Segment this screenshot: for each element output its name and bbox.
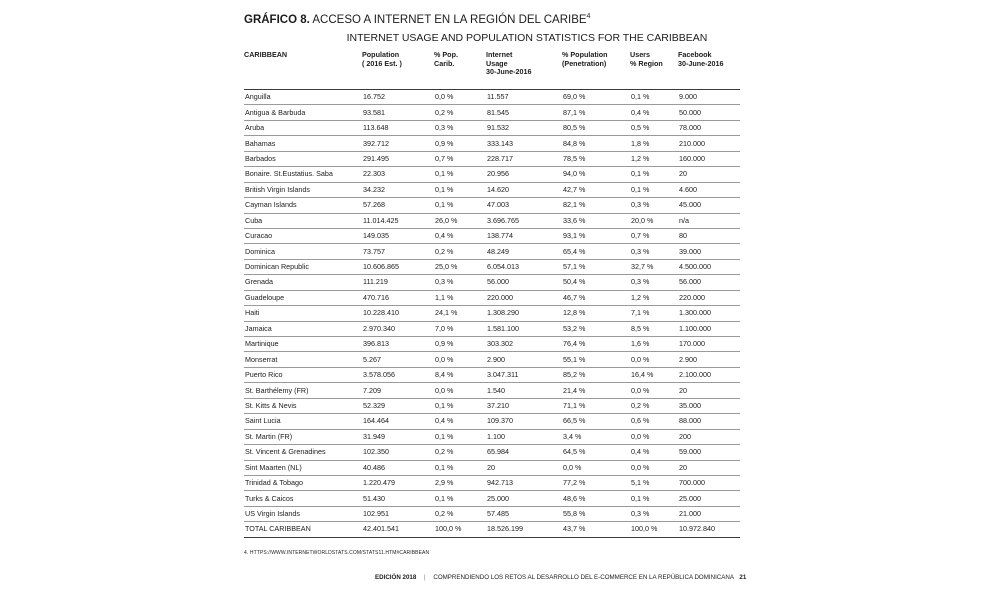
value-cell: 5,1 % bbox=[630, 475, 678, 490]
value-cell: 20 bbox=[678, 167, 740, 182]
column-header bbox=[678, 50, 740, 90]
value-cell: 78,5 % bbox=[562, 151, 630, 166]
value-cell: 333.143 bbox=[486, 136, 562, 151]
value-cell: 64,5 % bbox=[562, 445, 630, 460]
region-name-cell: Dominican Republic bbox=[244, 259, 362, 274]
table-row bbox=[244, 460, 740, 475]
table-row bbox=[244, 244, 740, 259]
value-cell: 66,5 % bbox=[562, 414, 630, 429]
table-row bbox=[244, 105, 740, 120]
value-cell: 160.000 bbox=[678, 151, 740, 166]
value-cell: 2.900 bbox=[486, 352, 562, 367]
value-cell: 0,9 % bbox=[434, 136, 486, 151]
value-cell: 24,1 % bbox=[434, 306, 486, 321]
column-header-line: (Penetration) bbox=[562, 58, 607, 68]
value-cell: 20 bbox=[486, 460, 562, 475]
value-cell: 1.300.000 bbox=[678, 306, 740, 321]
value-cell: 39.000 bbox=[678, 244, 740, 259]
value-cell: 50.000 bbox=[678, 105, 740, 120]
value-cell: 55,1 % bbox=[562, 352, 630, 367]
value-cell: 93,1 % bbox=[562, 228, 630, 243]
value-cell: 303.302 bbox=[486, 337, 562, 352]
value-cell: 228.717 bbox=[486, 151, 562, 166]
total-row bbox=[244, 522, 740, 537]
value-cell: 0,0 % bbox=[630, 352, 678, 367]
column-header-line: Carib. bbox=[434, 58, 455, 68]
table-row bbox=[244, 475, 740, 490]
value-cell: 5.267 bbox=[362, 352, 434, 367]
value-cell: 0,1 % bbox=[630, 182, 678, 197]
value-cell: 20 bbox=[678, 383, 740, 398]
region-name-cell: Martinique bbox=[244, 337, 362, 352]
value-cell: 0,1 % bbox=[434, 398, 486, 413]
region-name-cell: Curacao bbox=[244, 228, 362, 243]
region-name-cell: Barbados bbox=[244, 151, 362, 166]
column-header-line: % Region bbox=[630, 58, 663, 68]
value-cell: 88.000 bbox=[678, 414, 740, 429]
value-cell: 0,1 % bbox=[434, 167, 486, 182]
footnote-marker: 4 bbox=[586, 13, 591, 21]
region-name-cell: Puerto Rico bbox=[244, 367, 362, 382]
value-cell: 0,0 % bbox=[434, 352, 486, 367]
region-name-cell: Saint Lucia bbox=[244, 414, 362, 429]
value-cell: 109.370 bbox=[486, 414, 562, 429]
value-cell: 82,1 % bbox=[562, 198, 630, 213]
table-row bbox=[244, 383, 740, 398]
value-cell: 0,4 % bbox=[434, 414, 486, 429]
table-row bbox=[244, 321, 740, 336]
value-cell: 53,2 % bbox=[562, 321, 630, 336]
value-cell: 1.540 bbox=[486, 383, 562, 398]
value-cell: 0,0 % bbox=[630, 383, 678, 398]
title-prefix: GRÁFICO 8. bbox=[244, 14, 310, 26]
value-cell: 52.329 bbox=[362, 398, 434, 413]
value-cell: 87,1 % bbox=[562, 105, 630, 120]
value-cell: 102.951 bbox=[362, 506, 434, 521]
value-cell: 0,1 % bbox=[434, 182, 486, 197]
value-cell: 210.000 bbox=[678, 136, 740, 151]
value-cell: 0,3 % bbox=[630, 275, 678, 290]
table-row bbox=[244, 182, 740, 197]
value-cell: 48,6 % bbox=[562, 491, 630, 506]
table-row bbox=[244, 259, 740, 274]
value-cell: 0,1 % bbox=[434, 491, 486, 506]
value-cell: 16,4 % bbox=[630, 367, 678, 382]
value-cell: 113.648 bbox=[362, 120, 434, 135]
table-row bbox=[244, 506, 740, 521]
value-cell: 0,5 % bbox=[630, 120, 678, 135]
table-row bbox=[244, 213, 740, 228]
value-cell: 10.972.840 bbox=[678, 522, 740, 537]
value-cell: 65.984 bbox=[486, 445, 562, 460]
value-cell: 33,6 % bbox=[562, 213, 630, 228]
value-cell: 42.401.541 bbox=[362, 522, 434, 537]
value-cell: 0,1 % bbox=[630, 167, 678, 182]
value-cell: 20.956 bbox=[486, 167, 562, 182]
region-name-cell: Trinidad & Tobago bbox=[244, 475, 362, 490]
value-cell: 48.249 bbox=[486, 244, 562, 259]
value-cell: 8,5 % bbox=[630, 321, 678, 336]
value-cell: 0,3 % bbox=[630, 506, 678, 521]
value-cell: n/a bbox=[678, 213, 740, 228]
value-cell: 78.000 bbox=[678, 120, 740, 135]
table-row bbox=[244, 90, 740, 105]
table-row bbox=[244, 306, 740, 321]
value-cell: 1,2 % bbox=[630, 290, 678, 305]
value-cell: 57,1 % bbox=[562, 259, 630, 274]
table-row bbox=[244, 398, 740, 413]
value-cell: 0,3 % bbox=[434, 275, 486, 290]
region-name-cell: Haiti bbox=[244, 306, 362, 321]
value-cell: 0,6 % bbox=[630, 414, 678, 429]
value-cell: 25.000 bbox=[486, 491, 562, 506]
value-cell: 102.350 bbox=[362, 445, 434, 460]
value-cell: 0,1 % bbox=[434, 460, 486, 475]
value-cell: 0,2 % bbox=[434, 506, 486, 521]
column-header-line: ( 2016 Est. ) bbox=[362, 58, 402, 68]
table-row bbox=[244, 352, 740, 367]
value-cell: 1,8 % bbox=[630, 136, 678, 151]
value-cell: 20,0 % bbox=[630, 213, 678, 228]
region-name-cell: Cuba bbox=[244, 213, 362, 228]
region-name-cell: Dominica bbox=[244, 244, 362, 259]
value-cell: 16.752 bbox=[362, 90, 434, 105]
value-cell: 11.557 bbox=[486, 90, 562, 105]
column-header-line: Population bbox=[362, 50, 400, 59]
column-header-line: Usage bbox=[486, 58, 508, 68]
value-cell: 291.495 bbox=[362, 151, 434, 166]
value-cell: 0,0 % bbox=[562, 460, 630, 475]
chart-title bbox=[244, 12, 740, 28]
region-name-cell: Turks & Caicos bbox=[244, 491, 362, 506]
value-cell: 1.220.479 bbox=[362, 475, 434, 490]
value-cell: 0,3 % bbox=[630, 244, 678, 259]
value-cell: 3.696.765 bbox=[486, 213, 562, 228]
value-cell: 0,0 % bbox=[630, 460, 678, 475]
value-cell: 0,7 % bbox=[630, 228, 678, 243]
value-cell: 51.430 bbox=[362, 491, 434, 506]
value-cell: 0,1 % bbox=[434, 429, 486, 444]
value-cell: 1,2 % bbox=[630, 151, 678, 166]
title-main: ACCESO A INTERNET EN LA REGIÓN DEL CARIBE bbox=[312, 14, 587, 26]
value-cell: 81.545 bbox=[486, 105, 562, 120]
value-cell: 11.014.425 bbox=[362, 213, 434, 228]
column-header bbox=[562, 50, 630, 90]
value-cell: 0,1 % bbox=[630, 491, 678, 506]
value-cell: 35.000 bbox=[678, 398, 740, 413]
value-cell: 4.500.000 bbox=[678, 259, 740, 274]
value-cell: 57.485 bbox=[486, 506, 562, 521]
column-header-line: Users bbox=[630, 50, 650, 59]
column-header bbox=[362, 50, 434, 90]
value-cell: 71,1 % bbox=[562, 398, 630, 413]
table-row bbox=[244, 136, 740, 151]
value-cell: 0,2 % bbox=[434, 244, 486, 259]
edition-label: EDICIÓN 2018 bbox=[375, 574, 417, 581]
statistics-table bbox=[244, 50, 740, 538]
table-row bbox=[244, 275, 740, 290]
value-cell: 138.774 bbox=[486, 228, 562, 243]
value-cell: 3.047.311 bbox=[486, 367, 562, 382]
value-cell: 18.526.199 bbox=[486, 522, 562, 537]
region-name-cell: Bonaire. St.Eustatius. Saba bbox=[244, 167, 362, 182]
value-cell: 470.716 bbox=[362, 290, 434, 305]
value-cell: 31.949 bbox=[362, 429, 434, 444]
value-cell: 0,4 % bbox=[630, 445, 678, 460]
value-cell: 0,0 % bbox=[630, 429, 678, 444]
value-cell: 34.232 bbox=[362, 182, 434, 197]
value-cell: 56.000 bbox=[486, 275, 562, 290]
table-header-row bbox=[244, 50, 740, 90]
table-row bbox=[244, 290, 740, 305]
page-footer bbox=[375, 574, 746, 581]
value-cell: 0,7 % bbox=[434, 151, 486, 166]
value-cell: 1.308.290 bbox=[486, 306, 562, 321]
value-cell: 65,4 % bbox=[562, 244, 630, 259]
value-cell: 69,0 % bbox=[562, 90, 630, 105]
value-cell: 0,2 % bbox=[434, 445, 486, 460]
value-cell: 7.209 bbox=[362, 383, 434, 398]
value-cell: 42,7 % bbox=[562, 182, 630, 197]
column-header-line: 30-June-2016 bbox=[678, 58, 724, 68]
document-page bbox=[244, 12, 740, 538]
value-cell: 43,7 % bbox=[562, 522, 630, 537]
region-name-cell: St. Vincent & Grenadines bbox=[244, 445, 362, 460]
value-cell: 40.486 bbox=[362, 460, 434, 475]
column-header-line: % Population bbox=[562, 50, 608, 59]
column-header-line: % Pop. bbox=[434, 50, 458, 59]
table-row bbox=[244, 414, 740, 429]
table-row bbox=[244, 198, 740, 213]
value-cell: 55,8 % bbox=[562, 506, 630, 521]
value-cell: 149.035 bbox=[362, 228, 434, 243]
table-row bbox=[244, 445, 740, 460]
region-name-cell: St. Kitts & Nevis bbox=[244, 398, 362, 413]
value-cell: 3.578.056 bbox=[362, 367, 434, 382]
column-header-line: 30-June-2016 bbox=[486, 67, 532, 77]
value-cell: 59.000 bbox=[678, 445, 740, 460]
value-cell: 3,4 % bbox=[562, 429, 630, 444]
value-cell: 20 bbox=[678, 460, 740, 475]
value-cell: 21,4 % bbox=[562, 383, 630, 398]
column-header bbox=[244, 50, 362, 90]
column-header bbox=[630, 50, 678, 90]
value-cell: 1.100.000 bbox=[678, 321, 740, 336]
value-cell: 392.712 bbox=[362, 136, 434, 151]
value-cell: 8,4 % bbox=[434, 367, 486, 382]
column-header-line: CARIBBEAN bbox=[244, 50, 288, 59]
value-cell: 91.532 bbox=[486, 120, 562, 135]
value-cell: 37.210 bbox=[486, 398, 562, 413]
value-cell: 45.000 bbox=[678, 198, 740, 213]
value-cell: 85,2 % bbox=[562, 367, 630, 382]
region-name-cell: Antigua & Barbuda bbox=[244, 105, 362, 120]
value-cell: 700.000 bbox=[678, 475, 740, 490]
region-name-cell: Guadeloupe bbox=[244, 290, 362, 305]
table-row bbox=[244, 167, 740, 182]
table-row bbox=[244, 491, 740, 506]
value-cell: 1.581.100 bbox=[486, 321, 562, 336]
value-cell: 200 bbox=[678, 429, 740, 444]
value-cell: 73.757 bbox=[362, 244, 434, 259]
value-cell: 0,2 % bbox=[630, 398, 678, 413]
column-header-line: Facebook bbox=[678, 50, 712, 59]
value-cell: 2,9 % bbox=[434, 475, 486, 490]
value-cell: 76,4 % bbox=[562, 337, 630, 352]
value-cell: 93.581 bbox=[362, 105, 434, 120]
value-cell: 57.268 bbox=[362, 198, 434, 213]
table-row bbox=[244, 151, 740, 166]
table-body bbox=[244, 90, 740, 538]
region-name-cell: St. Barthélemy (FR) bbox=[244, 383, 362, 398]
footer-separator: | bbox=[424, 574, 426, 581]
value-cell: 0,3 % bbox=[630, 198, 678, 213]
column-header bbox=[434, 50, 486, 90]
value-cell: 4.600 bbox=[678, 182, 740, 197]
region-name-cell: Monserrat bbox=[244, 352, 362, 367]
value-cell: 2.900 bbox=[678, 352, 740, 367]
footnote: 4. HTTPS://WWW.INTERNETWORLDSTATS.COM/STATS11.HTM#CARIBBEAN bbox=[244, 550, 430, 556]
value-cell: 14.620 bbox=[486, 182, 562, 197]
region-name-cell: Bahamas bbox=[244, 136, 362, 151]
value-cell: 46,7 % bbox=[562, 290, 630, 305]
value-cell: 942.713 bbox=[486, 475, 562, 490]
region-name-cell: Jamaica bbox=[244, 321, 362, 336]
value-cell: 220.000 bbox=[678, 290, 740, 305]
table-row bbox=[244, 337, 740, 352]
value-cell: 7,1 % bbox=[630, 306, 678, 321]
value-cell: 21.000 bbox=[678, 506, 740, 521]
region-name-cell: Cayman Islands bbox=[244, 198, 362, 213]
value-cell: 26,0 % bbox=[434, 213, 486, 228]
value-cell: 10.606.865 bbox=[362, 259, 434, 274]
value-cell: 396.813 bbox=[362, 337, 434, 352]
page-number: 21 bbox=[739, 574, 747, 581]
table-row bbox=[244, 429, 740, 444]
value-cell: 100,0 % bbox=[434, 522, 486, 537]
value-cell: 56.000 bbox=[678, 275, 740, 290]
value-cell: 100,0 % bbox=[630, 522, 678, 537]
value-cell: 80 bbox=[678, 228, 740, 243]
value-cell: 80,5 % bbox=[562, 120, 630, 135]
region-name-cell: Aruba bbox=[244, 120, 362, 135]
value-cell: 47.003 bbox=[486, 198, 562, 213]
value-cell: 2.970.340 bbox=[362, 321, 434, 336]
value-cell: 12,8 % bbox=[562, 306, 630, 321]
value-cell: 25,0 % bbox=[434, 259, 486, 274]
region-name-cell: Sint Maarten (NL) bbox=[244, 460, 362, 475]
value-cell: 170.000 bbox=[678, 337, 740, 352]
region-name-cell: St. Martin (FR) bbox=[244, 429, 362, 444]
value-cell: 1,1 % bbox=[434, 290, 486, 305]
column-header-line: Internet bbox=[486, 50, 513, 59]
value-cell: 1.100 bbox=[486, 429, 562, 444]
value-cell: 164.464 bbox=[362, 414, 434, 429]
value-cell: 9.000 bbox=[678, 90, 740, 105]
value-cell: 0,3 % bbox=[434, 120, 486, 135]
value-cell: 94,0 % bbox=[562, 167, 630, 182]
table-row bbox=[244, 367, 740, 382]
table-subtitle: INTERNET USAGE AND POPULATION STATISTICS FOR THE CARIBBEAN bbox=[346, 32, 708, 44]
region-name-cell: Grenada bbox=[244, 275, 362, 290]
value-cell: 6.054.013 bbox=[486, 259, 562, 274]
table-row bbox=[244, 228, 740, 243]
region-name-cell: British Virgin Islands bbox=[244, 182, 362, 197]
value-cell: 0,4 % bbox=[434, 228, 486, 243]
value-cell: 0,9 % bbox=[434, 337, 486, 352]
table-row bbox=[244, 120, 740, 135]
value-cell: 0,1 % bbox=[630, 90, 678, 105]
value-cell: 50,4 % bbox=[562, 275, 630, 290]
value-cell: 0,0 % bbox=[434, 383, 486, 398]
footer-text: COMPRENDIENDO LOS RETOS AL DESARROLLO DEL E-COMMERCE EN LA REPÚBLICA DOMINICANA bbox=[433, 574, 734, 581]
region-name-cell: US Virgin Islands bbox=[244, 506, 362, 521]
value-cell: 10.228.410 bbox=[362, 306, 434, 321]
region-name-cell: TOTAL CARIBBEAN bbox=[244, 522, 362, 537]
value-cell: 32,7 % bbox=[630, 259, 678, 274]
region-name-cell: Anguilla bbox=[244, 90, 362, 105]
value-cell: 0,1 % bbox=[434, 198, 486, 213]
value-cell: 22.303 bbox=[362, 167, 434, 182]
column-header bbox=[486, 50, 562, 90]
value-cell: 220.000 bbox=[486, 290, 562, 305]
value-cell: 7,0 % bbox=[434, 321, 486, 336]
value-cell: 2.100.000 bbox=[678, 367, 740, 382]
value-cell: 84,8 % bbox=[562, 136, 630, 151]
value-cell: 0,0 % bbox=[434, 90, 486, 105]
value-cell: 77,2 % bbox=[562, 475, 630, 490]
value-cell: 25.000 bbox=[678, 491, 740, 506]
value-cell: 0,4 % bbox=[630, 105, 678, 120]
value-cell: 0,2 % bbox=[434, 105, 486, 120]
value-cell: 1,6 % bbox=[630, 337, 678, 352]
value-cell: 111.219 bbox=[362, 275, 434, 290]
